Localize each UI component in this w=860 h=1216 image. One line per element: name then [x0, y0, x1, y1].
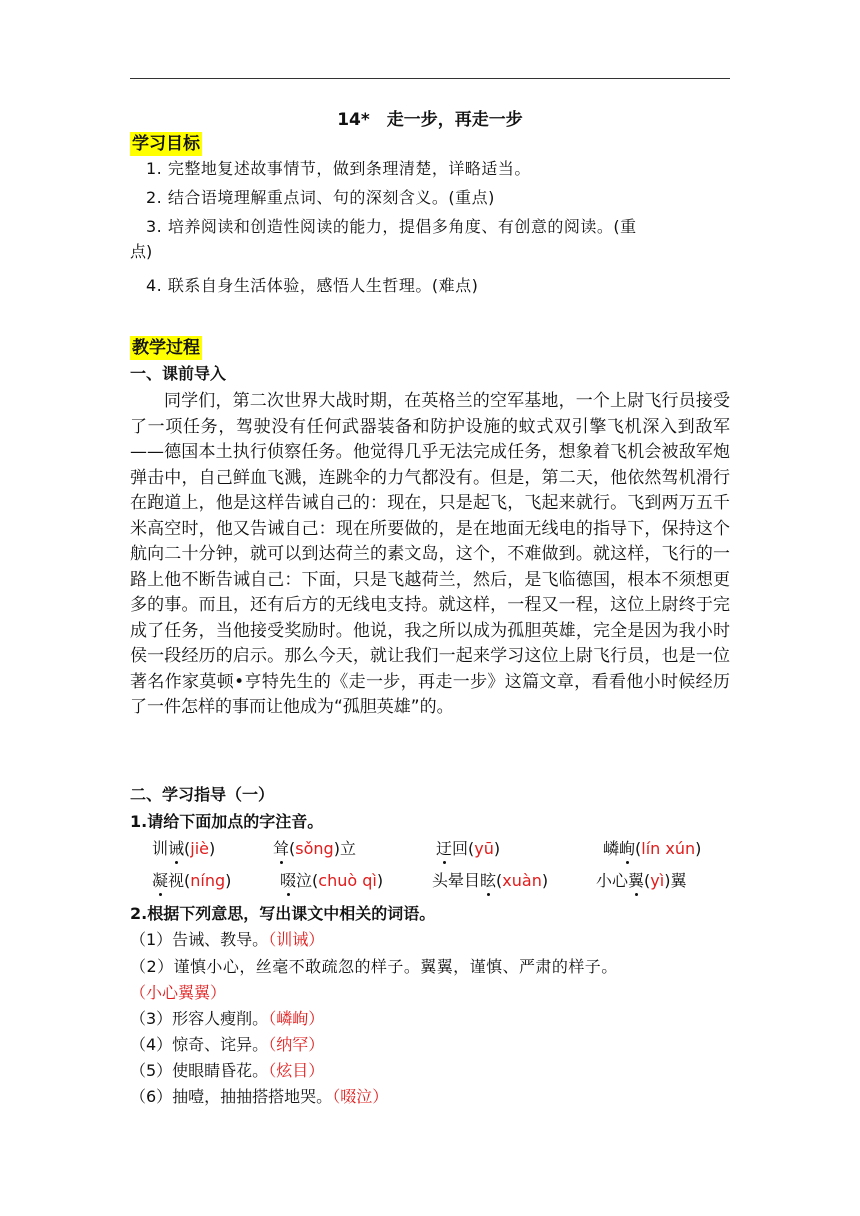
- definition-answer: （训诫）: [268, 930, 325, 949]
- question-title: 2.根据下列意思，写出课文中相关的词语。: [130, 904, 436, 923]
- definition-item: （3）形容人瘦削。（嶙峋）: [130, 1009, 325, 1028]
- objective-item: 1. 完整地复述故事情节，做到条理清楚，详略适当。: [146, 159, 531, 178]
- definition-answer: （嶙峋）: [268, 1009, 325, 1028]
- objective-item: 4. 联系自身生活体验，感悟人生哲理。(难点): [146, 276, 479, 295]
- pinyin-item: 耸(sǒng)立: [273, 839, 356, 858]
- definition-answer: （啜泣）: [332, 1087, 389, 1106]
- section-title: 二、学习指导（一）: [130, 785, 275, 804]
- definition-answer: （纳罕）: [268, 1035, 325, 1054]
- definition-item: （1）告诫、教导。（训诫）: [130, 930, 325, 949]
- page-title: 14* 走一步，再走一步: [337, 110, 523, 130]
- pinyin-item: 迂回(yū): [436, 839, 501, 858]
- objective-item: 3. 培养阅读和创造性阅读的能力，提倡多角度、有创意的阅读。(重: [146, 217, 637, 236]
- definition-item: [130, 981, 730, 1005]
- pinyin-item: 小心翼(yì)翼: [596, 871, 687, 890]
- pinyin-item: 啜泣(chuò qì): [280, 871, 384, 890]
- section-title: 一、课前导入: [130, 364, 227, 383]
- pinyin-item: 训诫(jiè): [152, 839, 216, 858]
- objective-item-wrap: 点): [130, 242, 153, 261]
- intro-paragraph: 同学们，第二次世界大战时期，在英格兰的空军基地，一个上尉飞行员接受了一项任务，驾驶没有任何武器装备和防护设施的蚊式双引擎飞机深入到敌军——德国本土执行侦察任务。他觉得几乎无法完成任务，想象着飞机会被敌军炮弹击中，自己鲜血飞溅，连跳伞的力气都没有。但是，第二天，他依然驾机滑行在跑道上，他是这样告诫自己的：现在，只是起飞，飞起来就行。飞到两万五千米高空时，他又告诫自己：现在所要做的，是在地面无线电的指导下，保持这个航向二十分钟，就可以到达荷兰的素文岛，这个，不难做到。就这样，飞行的一路上他不断告诫自己：下面，只是飞越荷兰，然后，是飞临德国，根本不须想更多的事。而且，还有后方的无线电支持。就这样，一程又一程，这位上尉终于完成了任务，当他接受奖励时。他说，我之所以成为孤胆英雄，完全是因为我小时侯一段经历的启示。那么今天，就让我们一起来学习这位上尉飞行员，也是一位著名作家莫顿•亨特先生的《走一步，再走一步》这篇文章，看看他小时候经历了一件怎样的事而让他成为“孤胆英雄”的。: [130, 391, 730, 717]
- pinyin-item: 头晕目眩(xuàn): [432, 871, 549, 890]
- pinyin-item: 嶙峋(lín xún): [603, 839, 702, 858]
- objective-item: 2. 结合语境理解重点词、句的深刻含义。(重点): [146, 188, 495, 207]
- definition-answer: （小心翼翼）: [130, 983, 227, 1002]
- definition-item: （6）抽噎，抽抽搭搭地哭。（啜泣）: [130, 1087, 389, 1106]
- process-heading: 教学过程: [132, 338, 200, 358]
- objectives-heading: 学习目标: [132, 134, 200, 154]
- question-title: 1.请给下面加点的字注音。: [130, 812, 324, 831]
- definition-item: （2）谨慎小心，丝毫不敢疏忽的样子。翼翼，谨慎、严肃的样子。: [130, 957, 618, 976]
- header-rule: [130, 78, 730, 79]
- definition-item: （5）使眼睛昏花。（炫目）: [130, 1061, 325, 1080]
- pinyin-item: 凝视(níng): [152, 871, 232, 890]
- definition-item: （4）惊奇、诧异。（纳罕）: [130, 1035, 325, 1054]
- definition-answer: （炫目）: [268, 1061, 325, 1080]
